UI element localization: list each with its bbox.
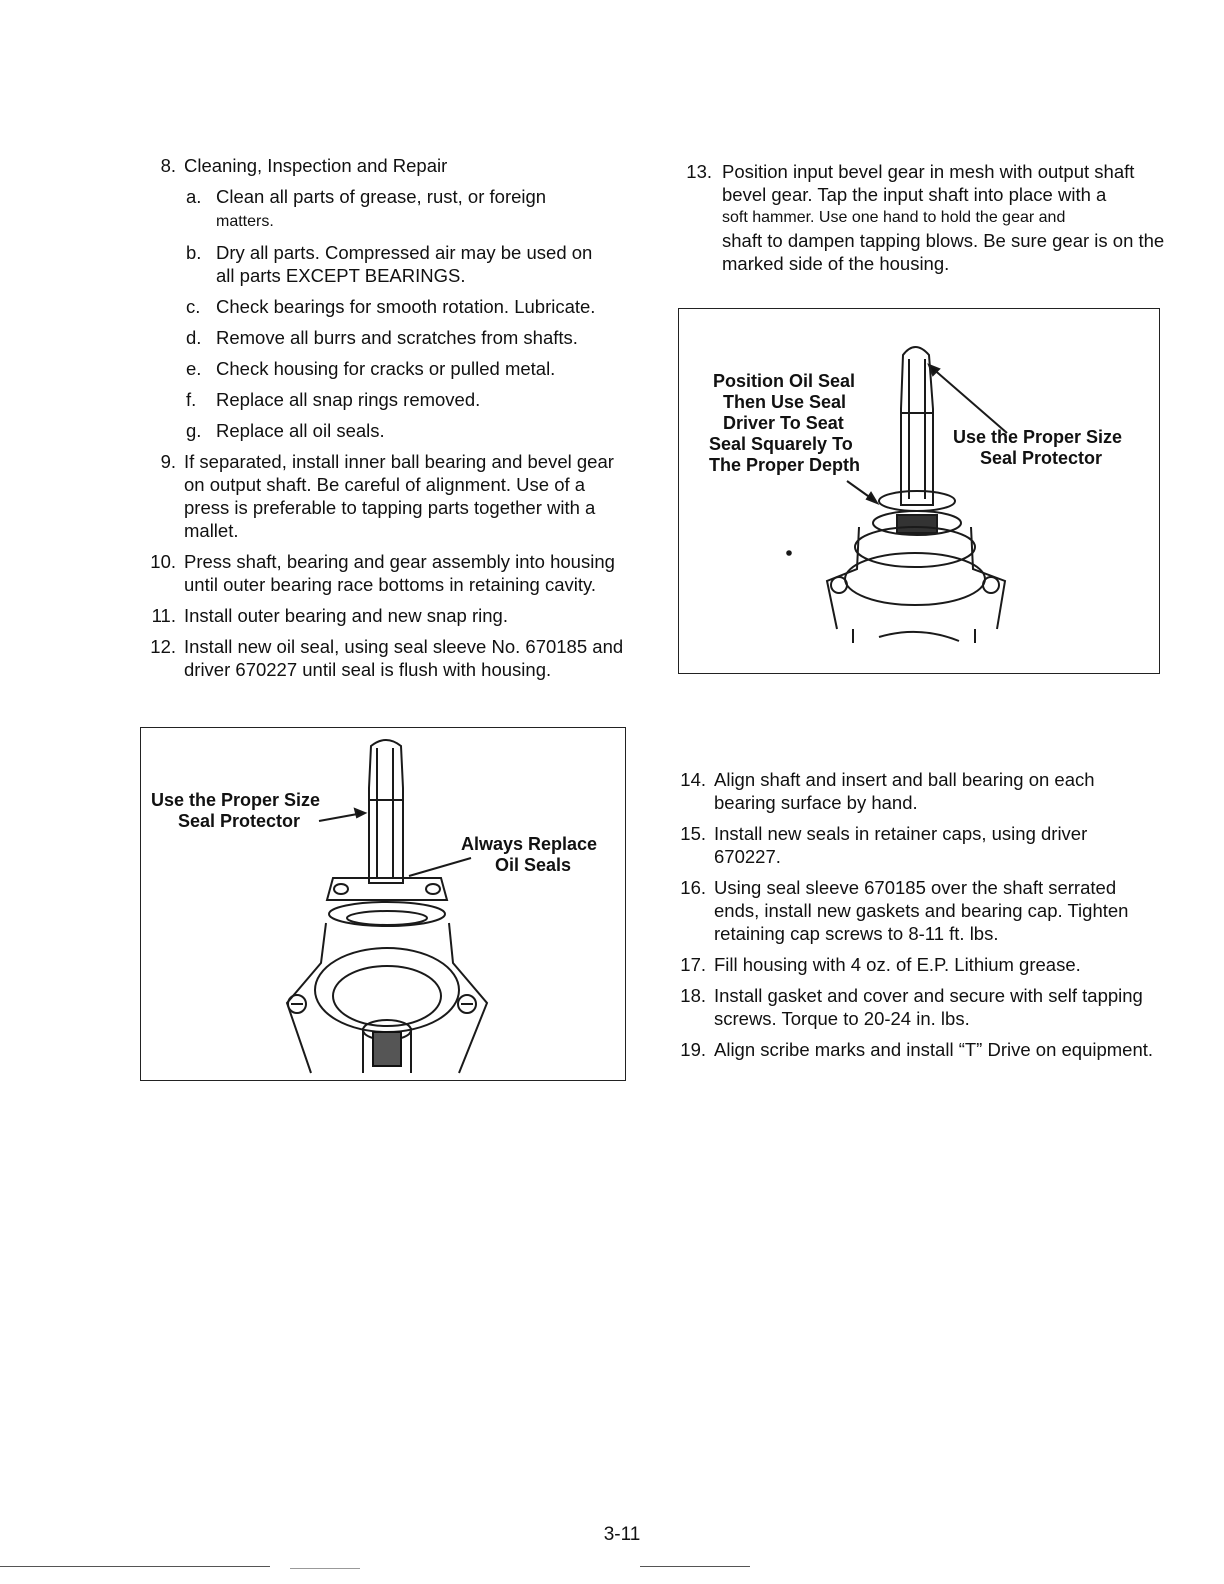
substep-text-cont: all parts EXCEPT BEARINGS. [216,265,466,286]
step-text-cont: soft hammer. Use one hand to hold the gear and [722,209,1066,226]
step-number: 17. [680,954,706,975]
callout-line: Use the Proper Size [953,427,1123,447]
substep-a [148,185,630,233]
step-text: Using seal sleeve 670185 over the shaft serrated ends, install new gaskets and bearing cap. Tighten retaining cap screws to 8-11 ft. lbs. [714,877,1129,944]
callout-seal-protector [151,790,320,832]
substep-text-cont: matters. [216,213,274,230]
step-number: 12. [150,636,176,657]
callout-line: Then Use Seal [723,392,847,412]
step-13 [676,160,1166,275]
step-number: 9. [160,451,176,472]
substep-text: Check housing for cracks or pulled metal. [216,358,556,379]
step-number: 11. [151,605,176,626]
substep-letter: f. [186,389,197,410]
left-column [148,154,630,689]
step-text: Install new oil seal, using seal sleeve No. 670185 and driver 670227 until seal is flush with housing. [184,636,624,680]
step-19 [676,1038,1158,1061]
gearbox-shaft-illustration [141,728,625,1080]
step-number: 18. [680,985,706,1006]
step-text: Position input bevel gear in mesh with output shaft bevel gear. Tap the input shaft into place with a [722,161,1135,205]
callout-line: The Proper Depth [709,455,861,475]
callout-line: Use the Proper Size [151,790,321,810]
step-text: Align scribe marks and install “T” Drive on equipment. [714,1039,1154,1060]
step-text: If separated, install inner ball bearing and bevel gear on output shaft. Be careful of alignment. Use of a press is preferable to tapping parts together with a mallet. [184,451,614,541]
callout-line: Seal Squarely To [709,434,853,454]
step-number: 15. [680,823,706,844]
substep-text: Replace all snap rings removed. [216,389,481,410]
substep-b [148,241,630,287]
step-number: 10. [150,551,176,572]
scan-edge-line [0,1566,270,1567]
callout-line: Position Oil Seal [713,371,856,391]
substep-e [148,357,630,380]
callout-line: Driver To Seat [723,413,844,433]
seal-driver-illustration [679,309,1159,673]
step-9 [148,450,630,542]
step-11 [148,604,630,627]
callout-seal-protector [953,427,1122,469]
substep-g [148,419,630,442]
step-15 [676,822,1158,868]
scan-edge-line [290,1568,360,1569]
step-number: 13. [686,161,712,182]
substep-c [148,295,630,318]
seal-driver-figure [678,308,1160,674]
callout-replace-oil-seals [461,834,597,876]
step-text: Align shaft and insert and ball bearing on each bearing surface by hand. [714,769,1095,813]
step-18 [676,984,1158,1030]
scan-edge-line [640,1566,750,1567]
step-16 [676,876,1158,945]
substep-text: Replace all oil seals. [216,420,385,441]
callout-line: Oil Seals [495,855,572,875]
substep-letter: d. [186,327,202,348]
right-column-lower [676,768,1158,1069]
step-text: Install gasket and cover and secure with self tapping screws. Torque to 20-24 in. lbs. [714,985,1143,1029]
substep-letter: g. [186,420,202,441]
substep-text: Clean all parts of grease, rust, or foreign [216,186,547,207]
page-number: 3-11 [603,1524,641,1545]
substep-letter: e. [186,358,202,379]
substep-f [148,388,630,411]
step-12 [148,635,630,681]
step-text: Install new seals in retainer caps, using driver 670227. [714,823,1088,867]
seal-protector-figure [140,727,626,1081]
substep-letter: c. [186,296,201,317]
step-number: 19. [680,1039,706,1060]
step-text: Cleaning, Inspection and Repair [184,155,448,176]
step-number: 16. [680,877,706,898]
callout-position-oil-seal [709,371,860,476]
substep-text: Check bearings for smooth rotation. Lubricate. [216,296,596,317]
step-text: Install outer bearing and new snap ring. [184,605,508,626]
callout-line: Seal Protector [178,811,301,831]
step-14 [676,768,1158,814]
step-text: Press shaft, bearing and gear assembly into housing until outer bearing race bottoms in retaining cavity. [184,551,615,595]
step-17 [676,953,1158,976]
callout-line: Seal Protector [980,448,1103,468]
substep-d [148,326,630,349]
step-number: 14. [680,769,706,790]
step-text: Fill housing with 4 oz. of E.P. Lithium grease. [714,954,1081,975]
substep-letter: b. [186,242,202,263]
callout-line: Always Replace [461,834,598,854]
substep-text: Remove all burrs and scratches from shafts. [216,327,578,348]
step-10 [148,550,630,596]
right-column [676,160,1166,283]
substep-letter: a. [186,186,202,207]
step-number: 8. [160,155,176,176]
step-8 [148,154,630,177]
step-text-cont: shaft to dampen tapping blows. Be sure gear is on the marked side of the housing. [722,230,1165,274]
substep-text: Dry all parts. Compressed air may be used on [216,242,593,263]
